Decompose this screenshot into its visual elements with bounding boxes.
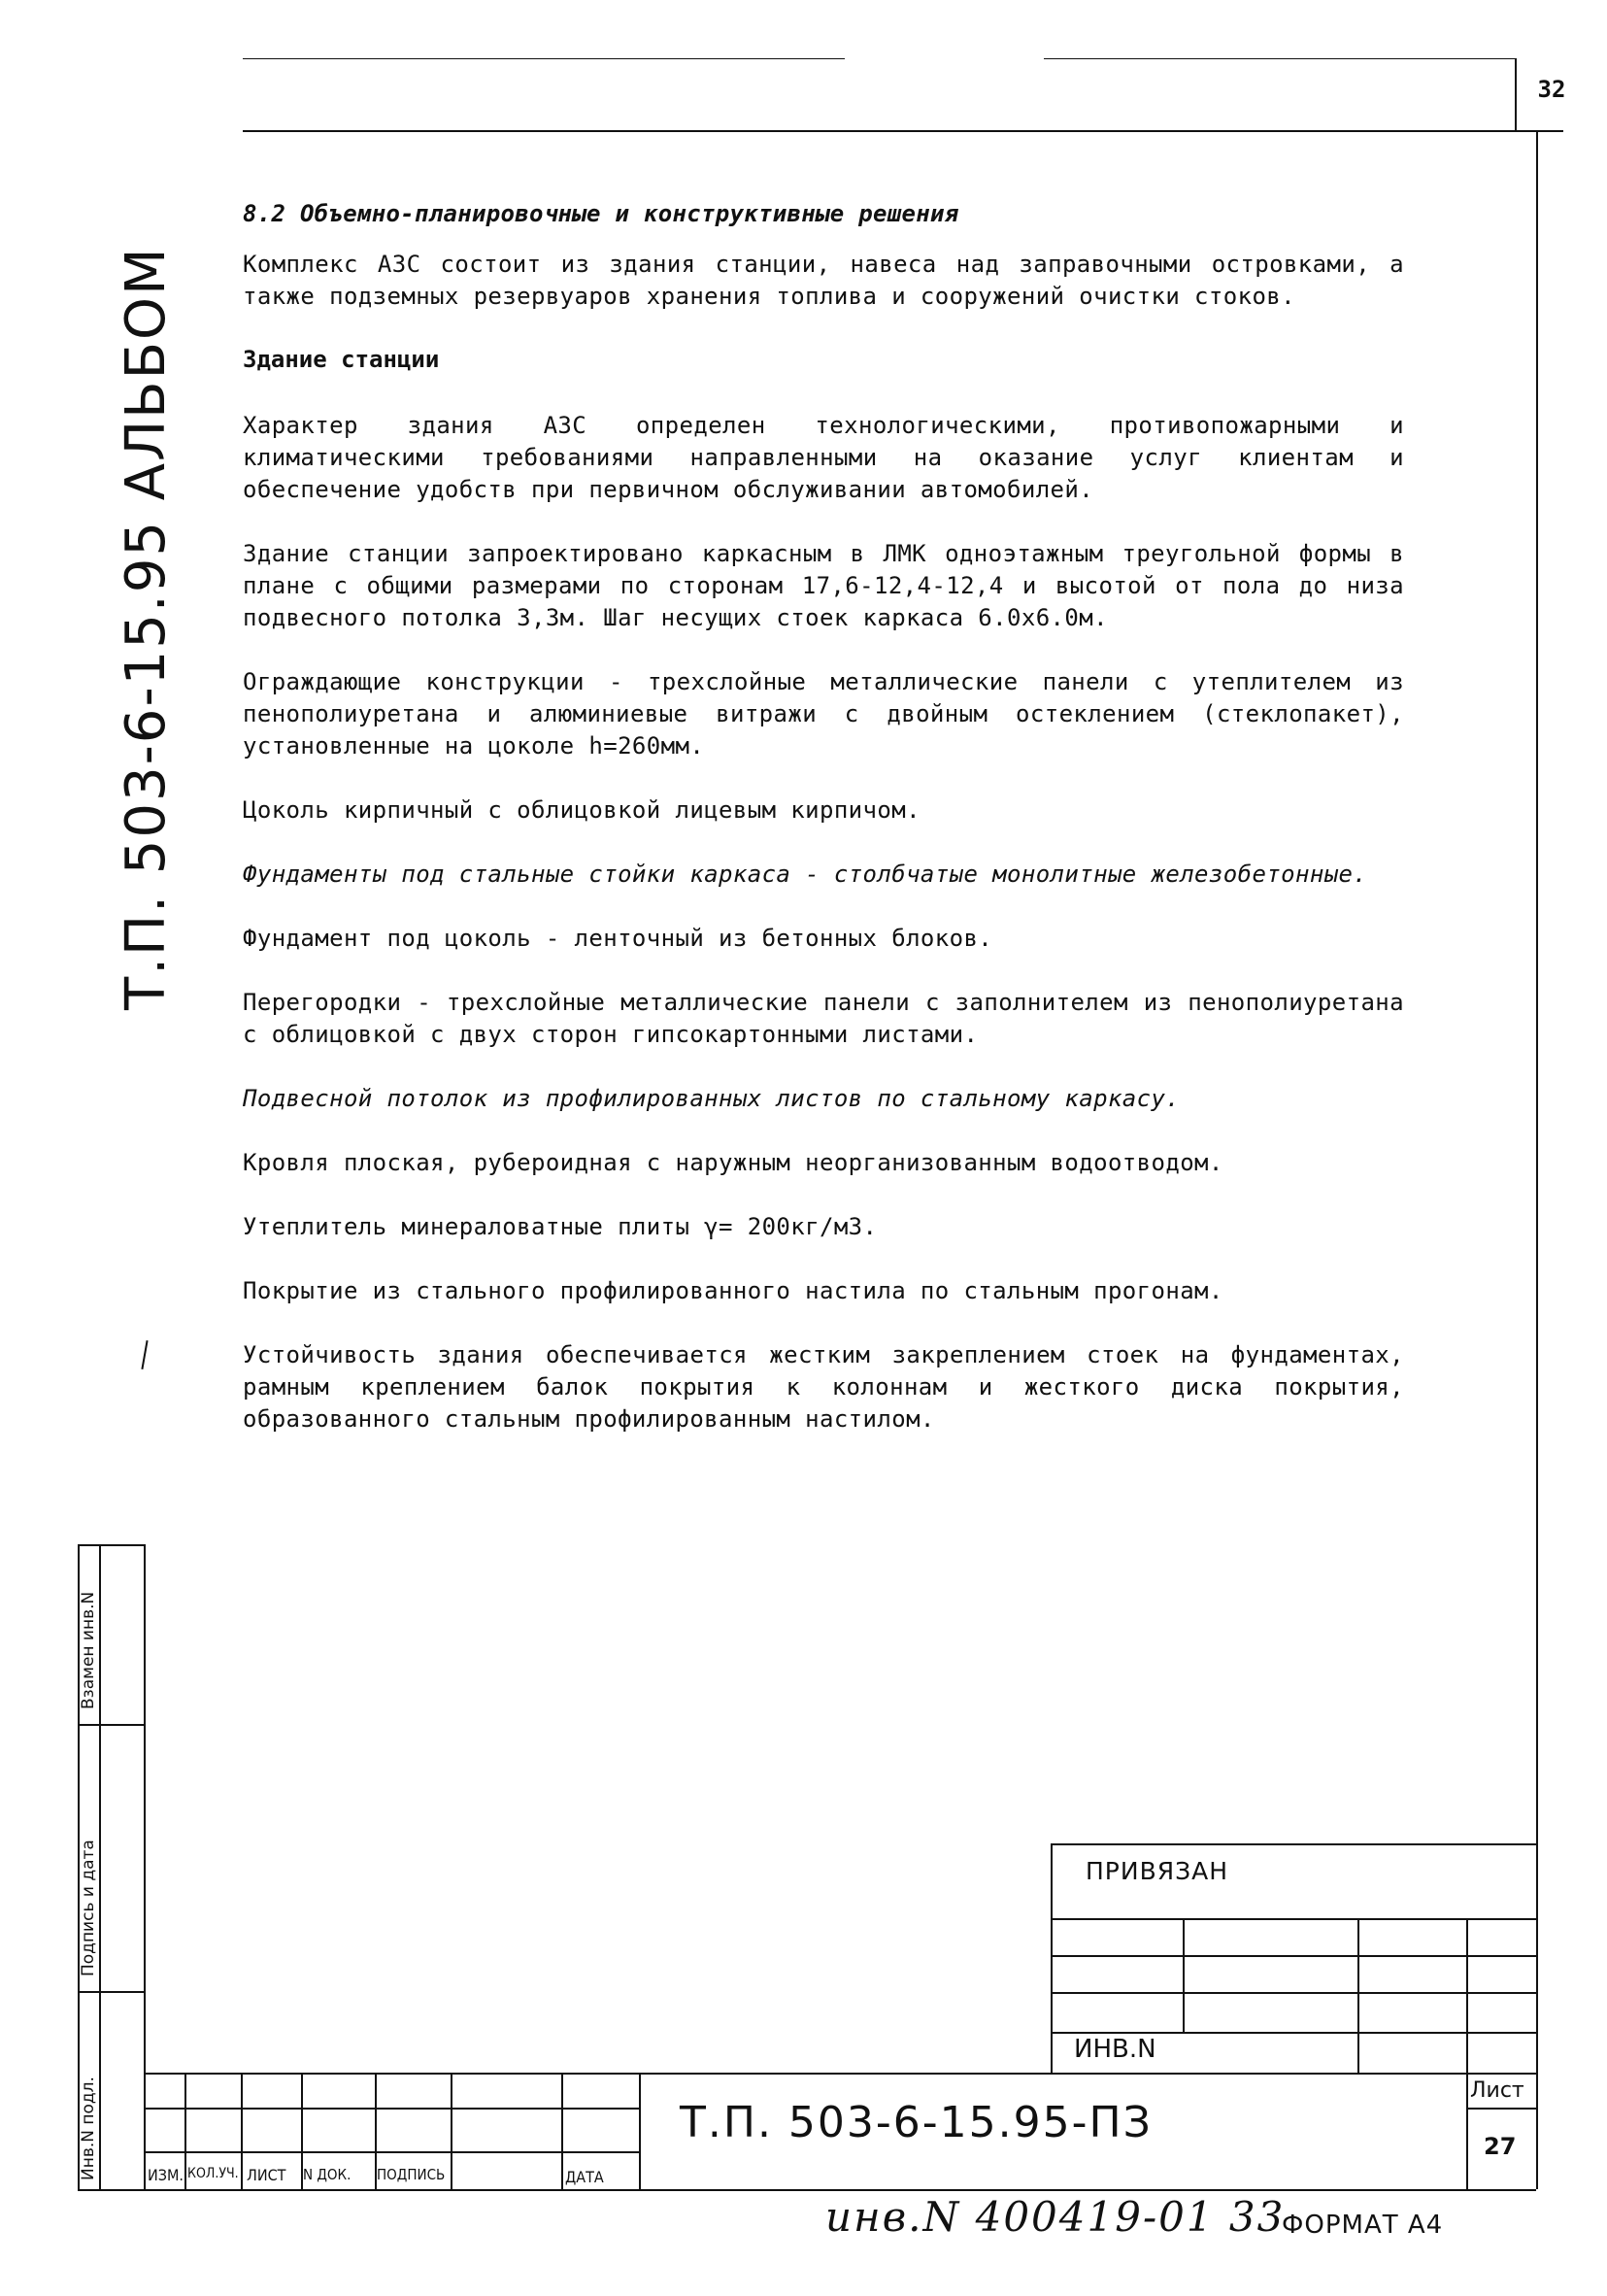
paragraph-10: Утеплитель минераловатные плиты γ= 200кг/м3. [243, 1213, 878, 1240]
paragraph-6: Фундамент под цоколь - ленточный из бетонных блоков. [243, 925, 993, 952]
top-rule-right [1044, 58, 1515, 59]
paragraph-9: Кровля плоская, рубероидная с наружным неорганизованным водоотводом. [243, 1149, 1223, 1176]
paragraph-11: Покрытие из стального профилированного настила по стальным прогонам. [243, 1277, 1223, 1304]
paragraph-2: Здание станции запроектировано каркасным в ЛМК одноэтажным треугольной формы в плане с общими размерами по сторонам 17,6-12,4-12,4 и высотой от пола до низа подвесного потолка 3,3м. Шаг несущих стоек каркаса 6.0х6.0м. [243, 540, 1404, 631]
paragraph-4: Цоколь кирпичный с облицовкой лицевым кирпичом. [243, 796, 921, 824]
col-podpis: ПОДПИСЬ [377, 2166, 446, 2183]
sheet-label: Лист [1470, 2078, 1524, 2103]
section-heading: 8.2 Объемно-планировочные и конструктивные решения [243, 200, 959, 227]
handwritten-inventory: инв.N 400419-01 33 [825, 2193, 1286, 2241]
page-number-box-left [1515, 58, 1517, 131]
privyazan-left [1051, 1843, 1053, 2073]
privyazan-label: ПРИВЯЗАН [1086, 1857, 1229, 1885]
stamp-row-2 [78, 1724, 144, 1726]
inv-label: ИНВ.N [1074, 2035, 1156, 2064]
subheading: Здание станции [243, 346, 440, 373]
privyazan-row-1 [1051, 1918, 1536, 1920]
stamp-label-podpis: Подпись и дата [79, 1840, 98, 1976]
titleblock-sep [639, 2073, 641, 2189]
stamp-col-mid [99, 1544, 101, 2189]
stamp-col-right [144, 1544, 146, 2189]
top-rule-left [243, 58, 845, 59]
stamp-row-3 [78, 1991, 144, 1993]
stamp-row-1 [78, 1544, 144, 1546]
titleblock-grid-row-2 [144, 2151, 639, 2153]
paragraph-8: Подвесной потолок из профилированных листов по стальному каркасу. [243, 1085, 1181, 1112]
format-label: ФОРМАТ А4 [1282, 2211, 1444, 2240]
paragraph-3: Ограждающие конструкции - трехслойные металлические панели с утеплителем из пенополиуретана и алюминиевые витражи с двойным остеклением (стеклопакет), установленные на цоколе h=260мм. [243, 668, 1404, 760]
titleblock-grid-row [144, 2108, 639, 2110]
tb-col-5 [451, 2073, 452, 2189]
privyazan-row-3 [1051, 1992, 1536, 1994]
paragraph-12: Устойчивость здания обеспечивается жестким закреплением стоек на фундаментах, рамным креплением балок покрытия к колоннам и жесткого диска покрытия, образованного стальным профилированным настилом. [243, 1341, 1404, 1433]
stamp-row-4 [78, 2189, 1536, 2191]
side-mark [141, 1340, 148, 1369]
intro-paragraph: Комплекс АЗС состоит из здания станции, навеса над заправочными островками, а также подземных резервуаров хранения топлива и сооружений очистки стоков. [243, 251, 1404, 310]
document-body [243, 200, 1404, 1468]
col-list: ЛИСТ [247, 2166, 286, 2184]
sheet-box-mid [1466, 2108, 1536, 2110]
paragraph-1: Характер здания АЗС определен технологическими, противопожарными и климатическими требованиями направленными на оказание услуг клиентам и обеспечение удобств при первичном обслуживании автомобилей. [243, 412, 1404, 503]
titleblock-top [144, 2073, 1536, 2075]
col-n-dok: N ДОК. [303, 2166, 352, 2183]
col-data: ДАТА [565, 2168, 604, 2186]
tb-col-6 [561, 2073, 563, 2189]
paragraph-7: Перегородки - трехслойные металлические панели с заполнителем из пенополиуретана с облицовкой с двух сторон гипсокартонными листами. [243, 989, 1404, 1048]
privyazan-col-1 [1183, 1918, 1185, 2032]
paragraph-5: Фундаменты под стальные стойки каркаса - столбчатые монолитные железобетонные. [243, 861, 1368, 888]
col-izm: ИЗМ. [148, 2166, 184, 2184]
stamp-label-vzamen: Взамен инв.N [79, 1591, 98, 1709]
privyazan-col-3 [1466, 1918, 1468, 2073]
privyazan-row-2 [1051, 1955, 1536, 1957]
privyazan-col-2 [1357, 1918, 1359, 2073]
col-kol-uch: КОЛ.УЧ. [187, 2166, 239, 2181]
sheet-box-left [1466, 2073, 1468, 2189]
tb-col-1 [184, 2073, 186, 2189]
page-number: 32 [1537, 76, 1566, 103]
stamp-label-inv-podl: Инв.N подл. [79, 2077, 98, 2180]
right-frame [1536, 130, 1538, 2189]
sheet-number: 27 [1484, 2133, 1517, 2160]
page-number-underline [243, 130, 1563, 132]
privyazan-top [1051, 1843, 1536, 1845]
document-code: Т.П. 503-6-15.95-ПЗ [680, 2098, 1153, 2147]
privyazan-row-4 [1051, 2032, 1536, 2034]
tb-col-2 [241, 2073, 243, 2189]
